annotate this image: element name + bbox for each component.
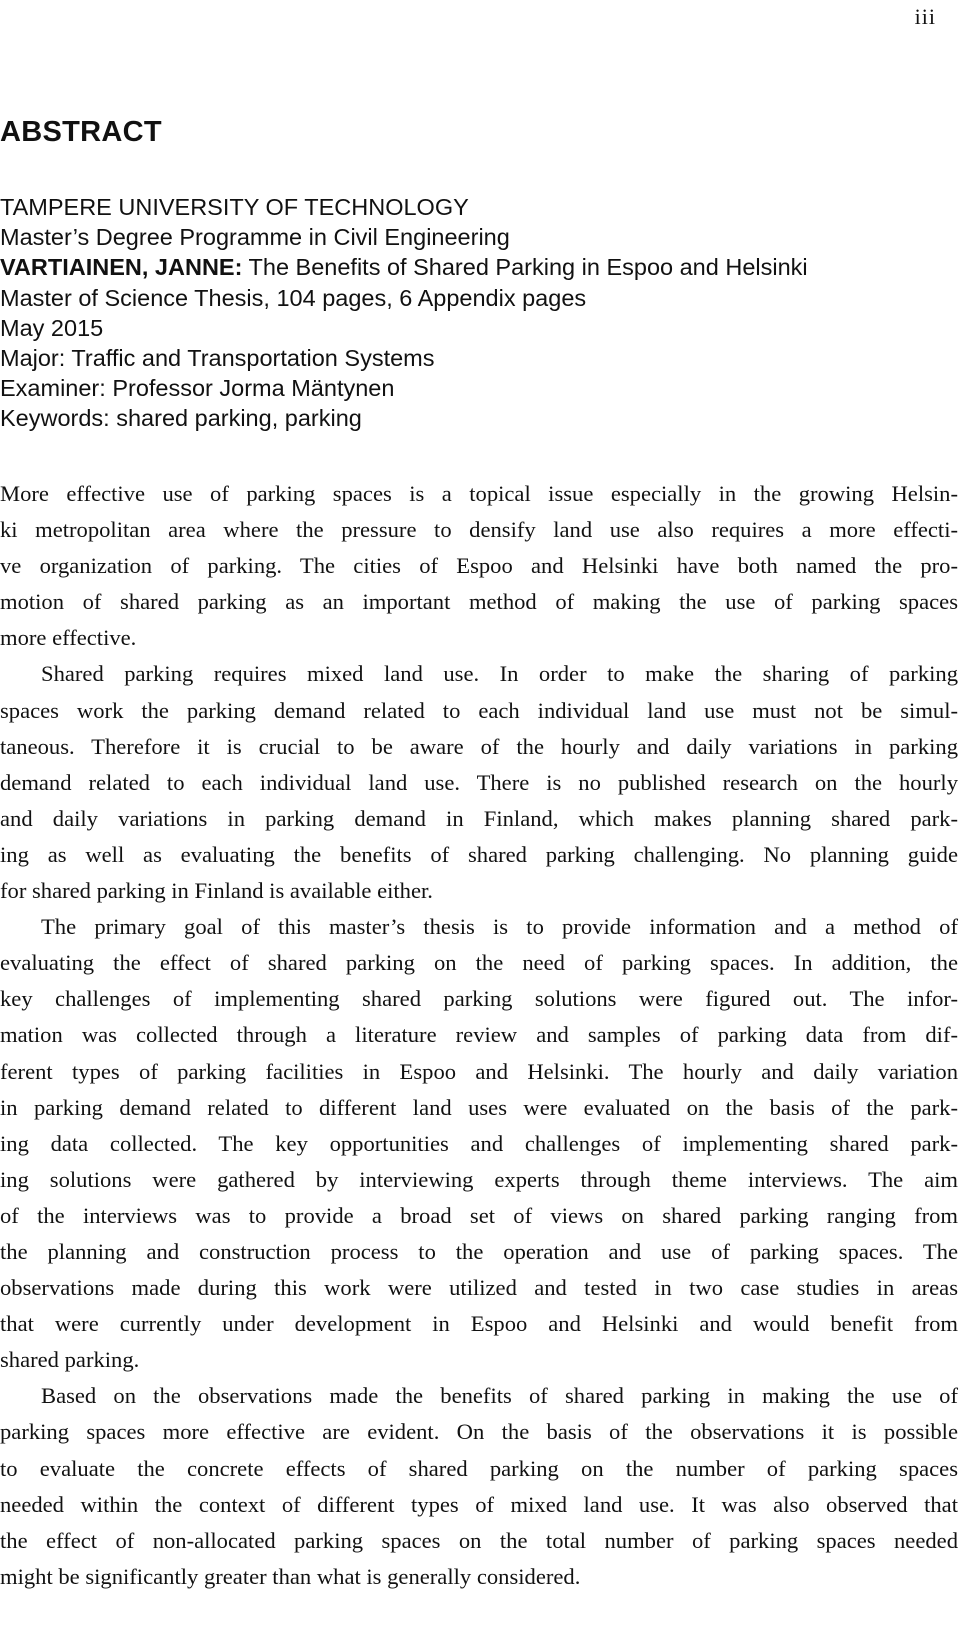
- text-line: might be significantly greater than what is generally considered.: [0, 1563, 581, 1589]
- text-line: in parking demand related to different land uses were evaluated on the basis of the park-: [0, 1094, 958, 1120]
- text-line: parking spaces more effective are evident. On the basis of the observations it is possible: [0, 1419, 958, 1445]
- thesis-metadata: [0, 192, 958, 434]
- date-line: May 2015: [0, 314, 104, 341]
- text-line: more effective.: [0, 625, 137, 651]
- text-line: Shared parking requires mixed land use. In order to make the sharing of parking: [41, 661, 958, 687]
- keywords-line: Keywords: shared parking, parking: [0, 405, 362, 432]
- text-line: ve organization of parking. The cities of Espoo and Helsinki have both named the pro-: [0, 553, 958, 579]
- thesis-title: The Benefits of Shared Parking in Espoo and Helsinki: [242, 254, 808, 281]
- abstract-paragraph: [0, 1378, 958, 1595]
- text-line: ing solutions were gathered by interviewing experts through theme interviews. The aim: [0, 1166, 958, 1192]
- text-line: ing as well as evaluating the benefits of shared parking challenging. No planning guide: [0, 841, 958, 867]
- abstract-body: [0, 476, 958, 1595]
- text-line: to evaluate the concrete effects of shared parking on the number of parking spaces: [0, 1455, 958, 1481]
- programme-line: Master’s Degree Programme in Civil Engineering: [0, 224, 510, 251]
- abstract-paragraph: [0, 476, 958, 656]
- abstract-paragraph: [0, 909, 958, 1378]
- university-line: TAMPERE UNIVERSITY OF TECHNOLOGY: [0, 194, 469, 220]
- text-line: needed within the context of different types of mixed land use. It was also observed that: [0, 1491, 958, 1517]
- text-line: that were currently under development in Espoo and Helsinki and would benefit from: [0, 1311, 958, 1337]
- title-line: [0, 252, 958, 282]
- text-line: ki metropolitan area where the pressure to densify land use also requires a more effecti-: [0, 517, 958, 543]
- thesis-info-line: Master of Science Thesis, 104 pages, 6 Appendix pages: [0, 284, 587, 311]
- text-line: observations made during this work were utilized and tested in two case studies in areas: [0, 1275, 958, 1301]
- text-line: ing data collected. The key opportunities and challenges of implementing shared park-: [0, 1130, 958, 1156]
- abstract-paragraph: [0, 656, 958, 909]
- text-line: demand related to each individual land use. There is no published research on the hourly: [0, 769, 958, 795]
- text-line: mation was collected through a literature review and samples of parking data from dif-: [0, 1022, 958, 1048]
- text-line: key challenges of implementing shared parking solutions were figured out. The infor-: [0, 986, 958, 1012]
- author-name: VARTIAINEN, JANNE:: [0, 254, 243, 281]
- text-line: shared parking.: [0, 1347, 140, 1373]
- text-line: Based on the observations made the benefits of shared parking in making the use of: [41, 1383, 958, 1409]
- text-line: the planning and construction process to the operation and use of parking spaces. The: [0, 1238, 958, 1264]
- text-line: for shared parking in Finland is available either.: [0, 878, 433, 904]
- text-line: motion of shared parking as an important method of making the use of parking spaces: [0, 589, 958, 615]
- page-number: iii: [914, 4, 936, 29]
- text-line: evaluating the effect of shared parking on the need of parking spaces. In addition, the: [0, 950, 958, 976]
- text-line: More effective use of parking spaces is a topical issue especially in the growing Helsin-: [0, 481, 958, 506]
- text-line: spaces work the parking demand related to each individual land use must not be simul-: [0, 697, 958, 723]
- examiner-line: Examiner: Professor Jorma Mäntynen: [0, 375, 395, 402]
- text-line: and daily variations in parking demand in Finland, which makes planning shared park-: [0, 805, 958, 831]
- abstract-heading: ABSTRACT: [0, 116, 162, 148]
- text-line: of the interviews was to provide a broad set of views on shared parking ranging from: [0, 1202, 958, 1228]
- text-line: The primary goal of this master’s thesis is to provide information and a method of: [41, 914, 958, 940]
- text-line: ferent types of parking facilities in Espoo and Helsinki. The hourly and daily variation: [0, 1058, 958, 1084]
- major-line: Major: Traffic and Transportation Systems: [0, 345, 435, 372]
- text-line: taneous. Therefore it is crucial to be aware of the hourly and daily variations in parking: [0, 733, 958, 759]
- text-line: the effect of non-allocated parking spaces on the total number of parking spaces needed: [0, 1527, 958, 1553]
